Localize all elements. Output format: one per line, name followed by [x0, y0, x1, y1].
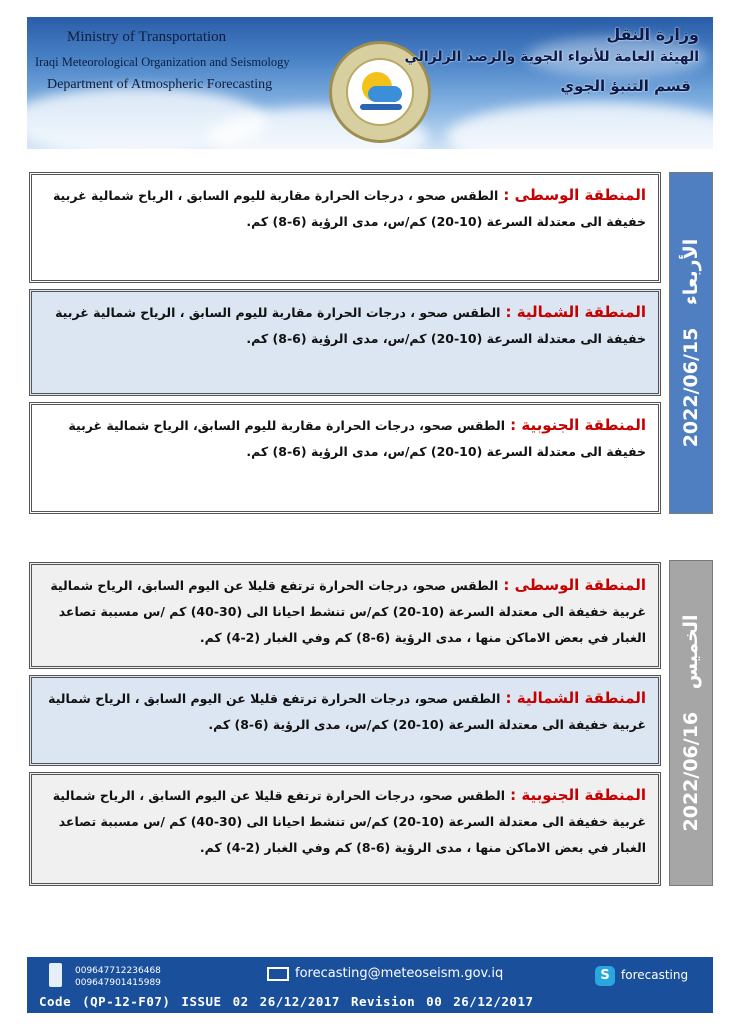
document-code-line: Code (QP-12-F07) ISSUE 02 26/12/2017 Revision 00 26/12/2017 — [39, 994, 534, 1009]
ministry-name-en: Ministry of Transportation — [67, 29, 227, 45]
day2-weekday: الخميس — [680, 614, 702, 690]
forecast-text: الطقس صحو ، درجات الحرارة مقاربة لليوم السابق ، الرياح شمالية غربية خفيفة الى معتدلة السرعة (10-20) كم/س، مدى الرؤية (6-8) كم. — [52, 188, 646, 229]
skype-handle: forecasting — [621, 968, 689, 982]
day1-date-tab — [669, 172, 713, 514]
phone-number-2: 009647901415989 — [75, 978, 161, 988]
day2-central-region — [29, 562, 661, 669]
ministry-name-ar: وزارة النقل — [606, 25, 699, 44]
mail-icon — [267, 967, 289, 981]
region-name: المنطقة الشمالية : — [505, 689, 646, 707]
forecast-text: الطقس صحو، درجات الحرارة مقاربة لليوم السابق، الرياح شمالية غربية خفيفة الى معتدلة السرعة (10-20) كم/س، مدى الرؤية (6-8) كم. — [68, 418, 646, 459]
forecast-text: الطقس صحو ، درجات الحرارة مقاربة لليوم السابق ، الرياح شمالية غربية خفيفة الى معتدلة السرعة (10-20) كم/س، مدى الرؤية (6-8) كم. — [55, 305, 646, 346]
department-name-en: Department of Atmospheric Forecasting — [47, 77, 273, 92]
day1-weekday: الأربعاء — [680, 238, 702, 306]
day1-northern-region — [29, 289, 661, 396]
region-name: المنطقة الوسطى : — [503, 576, 646, 594]
department-name-ar: قسم التنبؤ الجوي — [560, 77, 691, 95]
day1-southern-region — [29, 402, 661, 514]
footer-bar — [27, 957, 713, 1013]
organization-name-en: Iraqi Meteorological Organization and Seismology — [35, 55, 290, 69]
day2-southern-region — [29, 772, 661, 886]
region-name: المنطقة الشمالية : — [505, 303, 646, 321]
region-name: المنطقة الجنوبية : — [510, 786, 646, 804]
region-name: المنطقة الجنوبية : — [510, 416, 646, 434]
skype-icon: S — [595, 966, 615, 986]
phone-number-1: 009647712236468 — [75, 966, 161, 976]
day2-date-tab — [669, 560, 713, 886]
forecast-text: الطقس صحو، درجات الحرارة ترتفع قليلا عن اليوم السابق ، الرياح شمالية غربية خفيفة الى معتدلة السرعة (10-20) كم/س، مدى الرؤية (6-8) كم. — [48, 691, 646, 732]
forecast-text: الطقس صحو، درجات الحرارة ترتفع قليلا عن اليوم السابق ، الرياح شمالية غربية خفيفة الى معتدلة السرعة (10-20) كم/س تنشط احيانا الى (30-40) كم /س مسببة تصاعد الغبار في بعض الاماكن منها ، مدى الرؤية (6-8) كم وفي الغبار (2-4) كم. — [52, 788, 646, 855]
header-banner — [27, 17, 713, 149]
region-name: المنطقة الوسطى : — [503, 186, 646, 204]
day1-central-region — [29, 172, 661, 283]
organization-name-ar: الهيئة العامة للأنواء الجوية والرصد الزلزالي — [404, 49, 699, 65]
day2-date: 2022/06/16 — [680, 711, 702, 832]
phone-icon — [49, 963, 62, 987]
email-address: forecasting@meteoseism.gov.iq — [295, 966, 504, 981]
day2-northern-region — [29, 675, 661, 766]
forecast-text: الطقس صحو، درجات الحرارة ترتفع قليلا عن اليوم السابق، الرياح شمالية غربية خفيفة الى معتدلة السرعة (10-20) كم/س تنشط احيانا الى (30-40) كم /س مسببة تصاعد الغبار في بعض الاماكن منها ، مدى الرؤية (6-8) كم وفي الغبار (2-4) كم. — [50, 578, 646, 645]
day1-date: 2022/06/15 — [680, 327, 702, 448]
